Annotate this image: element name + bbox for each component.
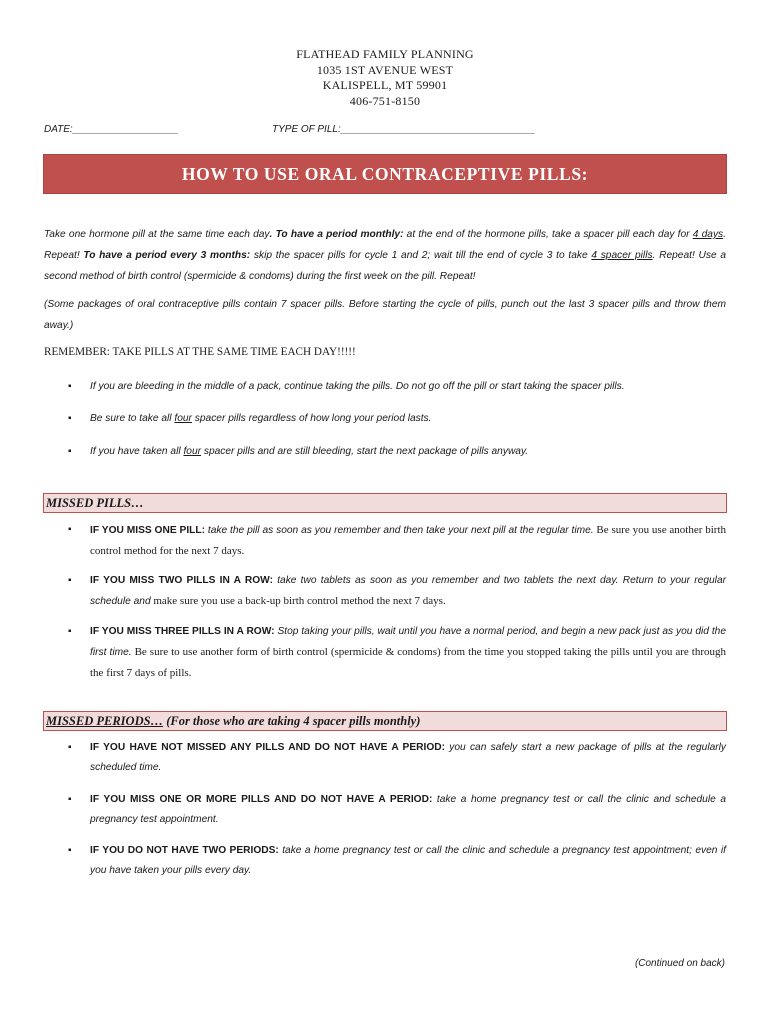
- list-item: [68, 520, 726, 562]
- missed-periods-title: MISSED PERIODS…: [46, 714, 164, 728]
- org-name: FLATHEAD FAMILY PLANNING: [296, 47, 474, 61]
- bullet-icon: ▪: [68, 626, 72, 637]
- continued-note: (Continued on back): [634, 958, 725, 969]
- missed-periods-heading: [43, 711, 727, 731]
- missed-pills-heading: MISSED PILLS…: [43, 493, 727, 513]
- missed-one-label: IF YOU MISS ONE PILL:: [90, 525, 205, 536]
- missed-three-pills: [68, 622, 726, 684]
- missed-two-italic: take two tablets as soon as you remember and two tablets the next day. Return to your regular schedule and: [90, 575, 727, 607]
- bullet-icon: ▪: [68, 381, 72, 392]
- intro-3month-label: To have a period every 3 months:: [83, 250, 251, 261]
- b3-text-a: If you have taken all: [90, 446, 184, 457]
- b3-four: four: [183, 446, 202, 457]
- list-item: [68, 738, 726, 778]
- remember-bullet-1: If you are bleeding in the middle of a pack, continue taking the pills. Do not go off the pill or start taking the spacer pills.: [90, 381, 625, 392]
- intro-monthly-text: at the end of the hormone pills, take a spacer pill each day for: [403, 229, 693, 240]
- title-banner: [43, 154, 727, 194]
- spacer-note-paragraph: (Some packages of oral contraceptive pills contain 7 spacer pills. Before starting the cycle of pills, punch out the last 3 spacer pills and throw them away.): [44, 299, 726, 331]
- bullet-icon: ▪: [68, 413, 72, 424]
- pill-type-field: TYPE OF PILL:___________________________________: [272, 124, 536, 135]
- intro-monthly-label: To have a period monthly:: [275, 229, 404, 240]
- intro-3month-text: skip the spacer pills for cycle 1 and 2; wait till the end of cycle 3 to take: [250, 250, 592, 261]
- list-item: [68, 790, 726, 830]
- missed-one-italic: take the pill as soon as you remember and then take your next pill at the regular time.: [205, 525, 594, 536]
- intro-4-days: 4 days: [692, 229, 724, 240]
- b2-text-b: spacer pills regardless of how long your period lasts.: [191, 413, 432, 424]
- address-line-1: 1035 1ST AVENUE WEST: [316, 62, 454, 77]
- period-b-label: IF YOU MISS ONE OR MORE PILLS AND DO NOT HAVE A PERIOD:: [90, 794, 433, 805]
- remember-bullet-2: [68, 409, 726, 429]
- missed-three-roman: Be sure to use another form of birth control (spermicide & condoms) from the time you stopped taking the pills until you are through the first 7 days of pills.: [90, 646, 726, 679]
- address-line-2: KALISPELL, MT 59901: [322, 78, 448, 92]
- date-field: DATE:___________________: [44, 124, 179, 135]
- period-a-label: IF YOU HAVE NOT MISSED ANY PILLS AND DO NOT HAVE A PERIOD:: [90, 742, 446, 753]
- missed-three-italic: Stop taking your pills, wait until you have a normal period, and begin a new pack just as you did the first time.: [90, 626, 727, 658]
- missed-two-label: IF YOU MISS TWO PILLS IN A ROW:: [90, 575, 273, 586]
- remember-bullet-3: [68, 442, 726, 462]
- page-title: HOW TO USE ORAL CONTRACEPTIVE PILLS:: [181, 163, 589, 184]
- intro-period: .: [269, 229, 273, 240]
- list-item: [68, 409, 726, 429]
- missed-periods-subtitle: (For those who are taking 4 spacer pills monthly): [163, 714, 421, 728]
- period-a-italic: you can safely start a new package of pills at the regularly scheduled time.: [90, 742, 726, 773]
- remember-heading: REMEMBER: TAKE PILLS AT THE SAME TIME EACH DAY!!!!!: [44, 346, 356, 358]
- intro-paragraph: [44, 224, 726, 287]
- list-item: [68, 622, 726, 684]
- missed-two-pills: [68, 571, 726, 612]
- period-c-italic: take a home pregnancy test or call the clinic and schedule a pregnancy test appointment; even if you have taken your pills every day.: [90, 845, 726, 876]
- missed-three-label: IF YOU MISS THREE PILLS IN A ROW:: [90, 626, 275, 637]
- period-b-italic: take a home pregnancy test or call the clinic and schedule a pregnancy test appointment.: [90, 794, 726, 825]
- b2-four: four: [174, 413, 192, 424]
- phone-number: 406-751-8150: [349, 93, 421, 108]
- bullet-icon: ▪: [68, 446, 72, 457]
- missed-two-roman: make sure you use a back-up birth control method the next 7 days.: [150, 595, 446, 607]
- list-item: [68, 841, 726, 881]
- b2-text-a: Be sure to take all: [90, 413, 175, 424]
- list-item: [68, 442, 726, 462]
- intro-closing: . Repeat! Use a second method of birth control (spermicide & condoms) during the first week on the pill. Repeat!: [44, 250, 726, 282]
- missed-one-roman: Be sure you use another birth control method for the next 7 days.: [90, 524, 726, 557]
- list-item: [68, 571, 726, 612]
- list-item: [68, 377, 726, 397]
- bullet-icon: ▪: [68, 575, 72, 586]
- bullet-icon: ▪: [68, 742, 72, 753]
- missed-one-pill: [68, 520, 726, 562]
- no-missed-no-period: [68, 738, 726, 778]
- intro-repeat: . Repeat!: [44, 229, 726, 261]
- bullet-icon: ▪: [68, 524, 72, 535]
- missed-some-no-period: [68, 790, 726, 830]
- intro-4-spacer-pills: 4 spacer pills: [591, 250, 653, 261]
- intro-sentence-1: Take one hormone pill at the same time each day: [44, 229, 270, 240]
- two-periods-missed: [68, 841, 726, 881]
- bullet-icon: ▪: [68, 794, 72, 805]
- period-c-label: IF YOU DO NOT HAVE TWO PERIODS:: [90, 845, 279, 856]
- bullet-icon: ▪: [68, 845, 72, 856]
- b3-text-b: spacer pills and are still bleeding, start the next package of pills anyway.: [201, 446, 529, 457]
- letterhead: [0, 47, 770, 109]
